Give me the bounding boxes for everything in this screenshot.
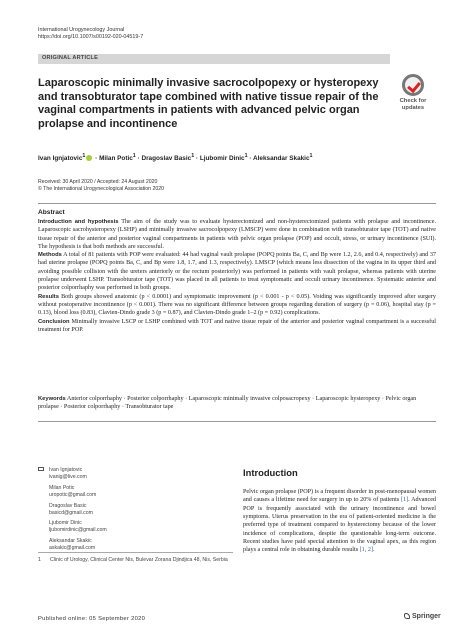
correspondence-entry <box>38 520 238 534</box>
affiliation <box>38 557 238 564</box>
author-list: Ivan Ignjatovic$^1$ · Milan Potic$^1$ · Dragoslav Basic$^1$ · Ljubomir Dinic$^1$ · Aleksandar Skakic$^1$ <box>38 153 313 163</box>
corr-name: Dragoslav Basic <box>49 502 87 509</box>
abstract-heading: Abstract <box>38 209 65 216</box>
conclusion-text: Minimally invasive LSCP or LSHP combined with TOT and native tissue repair of the anterior and posterior vaginal compartment is a successful treatment for POP. <box>38 318 436 333</box>
introduction-heading: Introduction <box>243 467 298 478</box>
received-accepted: Received: 30 April 2020 / Accepted: 24 August 2020 <box>38 179 158 185</box>
correspondence-entry <box>38 485 238 499</box>
corr-name: Ljubomir Dinic <box>49 520 82 527</box>
affiliation-text: Clinic of Urology, Clinical Center Nis, Bulevar Zorana Djindjica 48, Nis, Serbia <box>50 557 228 563</box>
correspondence-block <box>38 467 238 556</box>
check-for-updates-badge[interactable] <box>393 72 433 120</box>
publisher-name: Springer <box>412 613 441 620</box>
copyright: © The International Urogynecological Association 2020 <box>38 186 164 193</box>
corr-name: Milan Potic <box>49 484 75 491</box>
affiliation-sup: 1 <box>38 557 41 563</box>
article-type-band <box>38 54 390 64</box>
results-label: Results <box>38 293 59 300</box>
check-updates-icon <box>402 74 424 96</box>
author[interactable]: Ljubomir Dinic$^1$ <box>199 153 248 163</box>
dates-block <box>38 179 164 194</box>
keywords-label: Keywords <box>38 396 66 402</box>
intro-label: Introduction and hypothesis <box>38 219 119 225</box>
publication-date: Published online: 05 September 2020 <box>38 616 146 622</box>
author[interactable]: Ivan Ignjatovic$^1$ <box>38 155 93 162</box>
keywords <box>38 395 436 412</box>
author[interactable]: Aleksandar Skakic$^1$ <box>253 153 313 163</box>
corr-email[interactable]: uropotic@gmail.com <box>49 491 97 498</box>
divider <box>38 203 436 204</box>
correspondence-entry <box>38 503 238 517</box>
corr-email[interactable]: ljubomirdinic@gmail.com <box>49 527 107 534</box>
badge-line2: updates <box>401 105 425 111</box>
envelope-icon <box>38 467 44 471</box>
doi-link[interactable]: https://doi.org/10.1007/s00192-020-04519-7 <box>38 34 144 40</box>
springer-horse-icon <box>404 613 410 619</box>
methods-label: Methods <box>38 252 62 259</box>
correspondence-entry <box>38 467 238 481</box>
intro-text: The aim of the study was to evaluate hysterectomized and non-hysterectomized patients with prolapse and incontinence. Laparoscopic sacrohysteropexy (LSHP) and minimally invasive sacrocolpopexy (LMSCP) were done in combination with transobturator tape (TOT) and native tissue repair of the anterior and posterior vaginal compartments in patients with pelvic organ prolapse (POP) and occult, stress, or urinary incontinence (SUI). The hypothesis is that both methods are successful. <box>38 219 436 250</box>
citation-link[interactable]: [1] <box>400 497 409 504</box>
corr-email[interactable]: ivanig@live.com <box>49 473 87 480</box>
corr-name: Aleksandar Skakic <box>49 538 92 545</box>
author[interactable]: Dragoslav Basic$^1$ <box>141 153 195 163</box>
citation-link[interactable]: [1, 2] <box>359 547 373 554</box>
divider <box>38 552 233 553</box>
divider <box>38 421 436 422</box>
keywords-text: Anterior colporrhaphy · Posterior colporrhaphy · Laparoscopic minimally invasive colposacropexy · Laparoscopic hysteropexy · Pelvic organ prolapse · Posterior colporrhaphy · Transobturator tape <box>38 396 417 411</box>
article-title: Laparoscopic minimally invasive sacrocolpopexy or hysteropexy and transobturator tape combined with native tissue repair of the vaginal compartments in patients with advanced pelvic organ prolapse and incontinence <box>38 77 379 130</box>
correspondence-entry <box>38 538 238 552</box>
orcid-icon[interactable] <box>86 155 92 161</box>
journal-name: International Urogynecology Journal <box>38 27 125 33</box>
journal-header <box>38 27 143 41</box>
author[interactable]: Milan Potic$^1$ <box>99 153 136 163</box>
article-type: ORIGINAL ARTICLE <box>42 55 99 61</box>
publisher-logo <box>404 613 441 620</box>
corr-name: Ivan Ignjatovic <box>49 467 83 473</box>
abstract-body <box>38 218 436 334</box>
results-text: Both groups showed anatomic (p < 0.0001) and symptomatic improvement (p < 0.001 - p < 0.05). Voiding was significantly improved after surgery without postoperative incontinence (p < 0.001). There was no significant difference between groups regarding duration of surgery (p = 0.06), hospital stay (p = 0.13), blood loss (0.83), Clavien-Dindo grade 3 (p = 0.87), and Clavien-Dindo grade 1–2 (p = 0.92) complications. <box>38 293 436 317</box>
corr-email[interactable]: askakic@gmail.com <box>49 545 96 552</box>
introduction-body: Pelvic organ prolapse (POP) is a frequent disorder in post-menopausal women and causes a lifetime need for surgery in up to 20% of patients [1]. Advanced POP is frequently associated with the urinary incontinence and bowel symptoms. Uterus preservation in the era of patient-oriented medicine is the preferred type of treatment compared to hysterectomy because of the lower incidence of complications, despite the questionable long-term outcome. Recent studies have paid special attention to the vaginal apex, as this region plays a central role in obtaining durable results [1, 2]. <box>243 489 436 554</box>
methods-text: A total of 81 patients with POP were evaluated: 44 had vaginal vault prolapse (POPQ points Ba, C, and Bp were 1.2, 2.6, and 0.4, respectively) and 37 had uterine prolapse (POPQ points Ba, C, and Bp were 1.8, 1.7, and 1.3, respectively). LMSCP (which means less dissection of the vagina in its upper third and avoiding possible collision with the ureters anteriorly or the rectum posteriorly) was performed in patients with vault prolapse, whereas patients with uterine prolapse underwent LSHP. Transobturator tape (TOT) was placed in all patients to treat symptomatic and occult urinary incontinence. Systematic anterior and posterior colporrhaphy was performed in both groups. <box>38 252 437 292</box>
conclusion-label: Conclusion <box>38 318 70 325</box>
corr-email[interactable]: basicd@gmail.com <box>49 509 93 516</box>
badge-line1: Check for <box>399 98 427 104</box>
